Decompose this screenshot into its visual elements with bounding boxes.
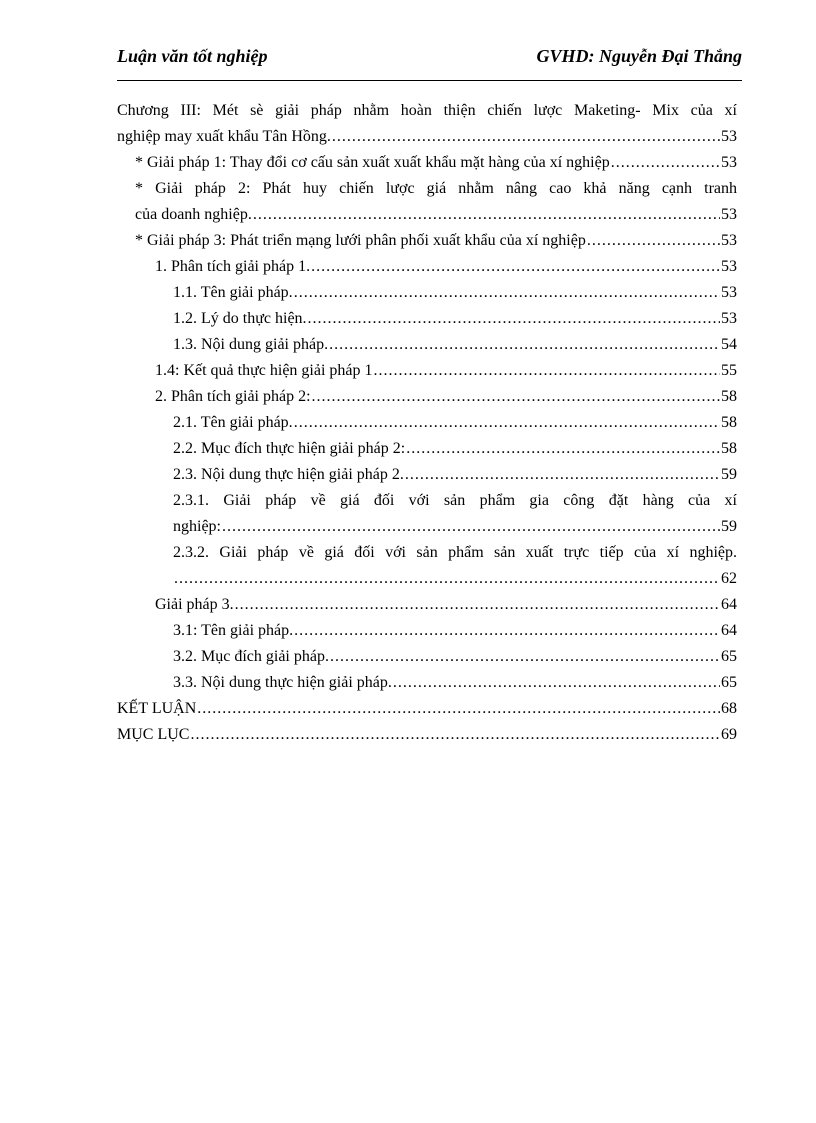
toc-entry-title: 3.2. Mục đích giải pháp. <box>173 648 329 665</box>
toc-page-number: 53 <box>721 232 737 249</box>
toc-page-number: 59 <box>721 518 737 535</box>
toc-leader-dots <box>294 618 720 644</box>
toc-entry-title: 1. Phân tích giải pháp 1. <box>155 258 311 275</box>
toc-page-number: 69 <box>721 726 737 743</box>
toc-entry[interactable] <box>117 436 737 462</box>
toc-page-number: 58 <box>721 414 737 431</box>
toc-leader-dots <box>308 306 720 332</box>
toc-entry[interactable] <box>117 618 737 644</box>
toc-page-number: 62 <box>721 570 737 587</box>
toc-entry-title-line1: Chương III: Mét sè giải pháp nhằm hoàn thiện chiến lược Maketing- Mix của xí <box>117 102 737 119</box>
toc-entry[interactable] <box>117 592 737 618</box>
toc-leader-dots <box>235 592 720 618</box>
toc-page-number: 65 <box>721 674 737 691</box>
toc-leader-dots <box>332 124 720 150</box>
toc-entry-title: 2.3. Nội dung thực hiện giải pháp 2. <box>173 466 404 483</box>
toc-leader-dots <box>329 332 720 358</box>
toc-entry-title: 3.3. Nội dung thực hiện giải pháp. <box>173 674 392 691</box>
toc-entry[interactable] <box>117 410 737 436</box>
toc-entry[interactable] <box>117 358 737 384</box>
toc-page-number: 64 <box>721 596 737 613</box>
toc-leader-dots <box>197 696 720 722</box>
toc-entry[interactable] <box>117 98 737 150</box>
toc-page-number: 53 <box>721 284 737 301</box>
header-thesis-title: Luận văn tốt nghiệp <box>117 46 268 66</box>
toc-entry-title: 2. Phân tích giải pháp 2: <box>155 388 311 405</box>
toc-entry-title: nghiệp: <box>173 518 221 535</box>
toc-leader-dots <box>311 254 720 280</box>
header-advisor: GVHD: Nguyễn Đại Thắng <box>536 46 742 66</box>
toc-page-number: 54 <box>721 336 737 353</box>
toc-leader-dots <box>405 462 720 488</box>
toc-entry-title: 1.3. Nội dung giải pháp. <box>173 336 329 353</box>
toc-entry-title: 1.2. Lý do thực hiện. <box>173 310 307 327</box>
toc-leader-dots <box>294 280 720 306</box>
toc-page-number: 53 <box>721 310 737 327</box>
toc-entry[interactable] <box>117 176 737 228</box>
toc-leader-dots <box>222 514 720 540</box>
toc-entry-title: MỤC LỤC <box>117 726 190 743</box>
toc-entry[interactable] <box>117 488 737 540</box>
toc-page-number: 55 <box>721 362 737 379</box>
toc-entry-title: Giải pháp 3. <box>155 596 234 613</box>
toc-entry-title-line1: 2.3.2. Giải pháp về giá đối với sản phẩm sản xuất trực tiếp của xí nghiệp. <box>173 544 737 561</box>
toc-entry-title: của doanh nghiệp. <box>135 206 252 223</box>
toc-entry-title: nghiệp may xuất khẩu Tân Hồng. <box>117 128 331 145</box>
toc-entry-title: * Giải pháp 3: Phát triển mạng lưới phân phối xuất khẩu của xí nghiệp <box>135 232 586 249</box>
toc-leader-dots <box>611 150 720 176</box>
toc-leader-dots <box>587 228 720 254</box>
toc-leader-dots <box>174 566 720 592</box>
toc-leader-dots <box>393 670 720 696</box>
toc-leader-dots <box>330 644 720 670</box>
toc-entry-title: 3.1: Tên giải pháp. <box>173 622 294 639</box>
page-header <box>117 46 742 76</box>
toc-page-number: 59 <box>721 466 737 483</box>
toc-page-number: 53 <box>721 206 737 223</box>
toc-leader-dots <box>253 202 720 228</box>
toc-entry-title-line1: * Giải pháp 2: Phát huy chiến lược giá nhằm nâng cao khả năng cạnh tranh <box>135 180 737 197</box>
header-divider <box>117 80 742 81</box>
toc-entry[interactable] <box>117 696 737 722</box>
toc-page-number: 65 <box>721 648 737 665</box>
toc-entry[interactable] <box>117 384 737 410</box>
toc-page-number: 53 <box>721 154 737 171</box>
toc-leader-dots <box>374 358 720 384</box>
toc-leader-dots <box>406 436 720 462</box>
toc-entry-title: 2.2. Mục đích thực hiện giải pháp 2: <box>173 440 406 457</box>
toc-page-number: 64 <box>721 622 737 639</box>
toc-entry[interactable] <box>117 306 737 332</box>
toc-entry[interactable] <box>117 462 737 488</box>
toc-entry[interactable] <box>117 332 737 358</box>
toc-entry[interactable] <box>117 254 737 280</box>
toc-leader-dots <box>190 722 720 748</box>
toc-entry-title-line1: 2.3.1. Giải pháp về giá đối với sản phẩm gia công đặt hàng của xí <box>173 492 737 509</box>
toc-entry[interactable] <box>117 540 737 592</box>
toc-leader-dots <box>294 410 720 436</box>
table-of-contents <box>117 98 737 748</box>
toc-entry-title: 1.1. Tên giải pháp. <box>173 284 293 301</box>
toc-page-number: 53 <box>721 128 737 145</box>
toc-entry[interactable] <box>117 150 737 176</box>
toc-entry-title: 2.1. Tên giải pháp. <box>173 414 293 431</box>
toc-entry[interactable] <box>117 670 737 696</box>
toc-page-number: 58 <box>721 388 737 405</box>
toc-entry[interactable] <box>117 644 737 670</box>
toc-entry[interactable] <box>117 280 737 306</box>
toc-entry[interactable] <box>117 228 737 254</box>
toc-entry-title: 1.4: Kết quả thực hiện giải pháp 1 <box>155 362 373 379</box>
toc-entry-title: KẾT LUẬN <box>117 700 197 717</box>
toc-page-number: 68 <box>721 700 737 717</box>
toc-entry[interactable] <box>117 722 737 748</box>
toc-leader-dots <box>312 384 720 410</box>
toc-entry-title: * Giải pháp 1: Thay đổi cơ cấu sản xuất xuất khẩu mặt hàng của xí nghiệp <box>135 154 610 171</box>
toc-page-number: 58 <box>721 440 737 457</box>
toc-page-number: 53 <box>721 258 737 275</box>
